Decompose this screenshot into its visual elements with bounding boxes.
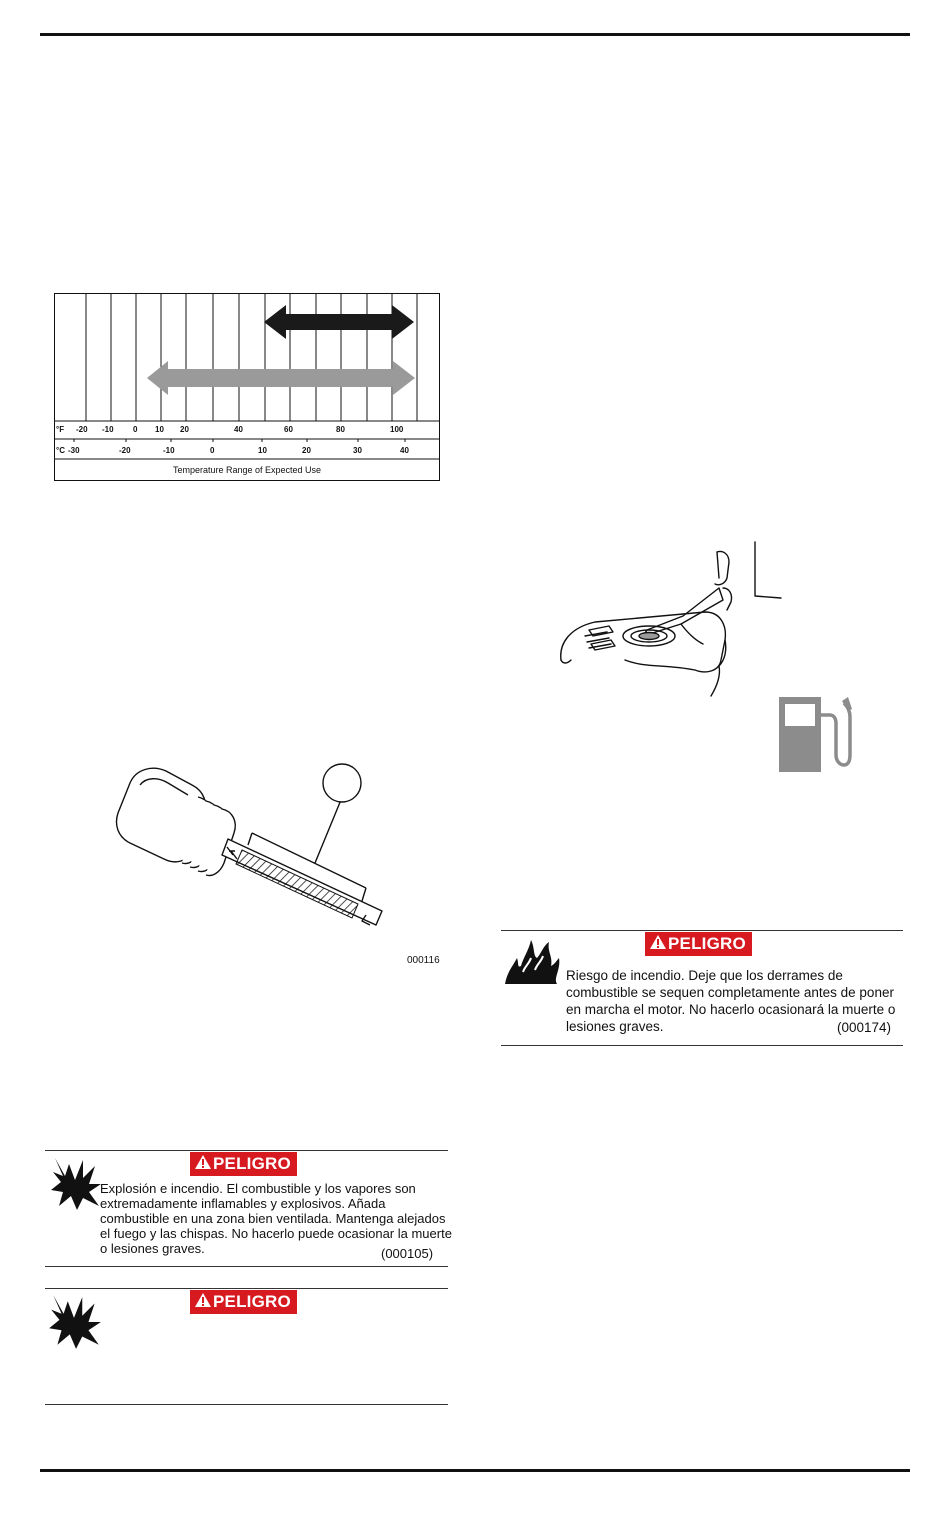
chart-caption: Temperature Range of Expected Use	[172, 465, 322, 475]
c-tick: 40	[400, 446, 409, 455]
danger-bottom-rule	[45, 1404, 448, 1405]
celsius-label: °C	[56, 446, 65, 455]
f-tick: 0	[133, 425, 138, 434]
c-tick: -10	[163, 446, 175, 455]
c-tick: 20	[302, 446, 311, 455]
danger-explosion-box	[45, 1288, 447, 1406]
callout-circle	[323, 764, 361, 802]
danger-fire-text: Riesgo de incendio. Deje que los derrames de combustible se sequen completamente antes de poner en marcha el motor. No hacerlo ocasionará la muerte o lesiones graves.	[566, 968, 896, 1034]
refuel-illustration	[555, 540, 795, 700]
warning-triangle-icon	[194, 1154, 212, 1170]
danger-fire-explosion-box	[45, 1150, 452, 1268]
f-tick: 40	[234, 425, 243, 434]
danger-top-rule	[501, 930, 903, 931]
fahrenheit-label: °F	[56, 425, 65, 434]
danger-bottom-rule	[501, 1045, 903, 1046]
f-tick: 20	[180, 425, 189, 434]
f-tick: 60	[284, 425, 293, 434]
danger-badge-label: PELIGRO	[213, 1154, 291, 1173]
danger-top-rule	[45, 1150, 448, 1151]
f-tick: 100	[390, 425, 404, 434]
c-tick: 0	[210, 446, 215, 455]
danger-fire-explosion-code: (000105)	[381, 1246, 434, 1261]
warning-triangle-icon	[194, 1292, 212, 1308]
danger-fire-box	[501, 930, 903, 1048]
fire-icon	[503, 936, 561, 986]
danger-badge-label: PELIGRO	[213, 1292, 291, 1311]
explosion-icon-graphic	[47, 1293, 103, 1351]
fuel-pump-graphic	[776, 695, 856, 775]
danger-fire-explosion-text: Explosión e incendio. El combustible y los vapores son extremadamente inflamables y explosivos. Añada combustible en una zona bien ventilada. Mantenga alejados el fuego y las chispas. No hacerlo puede ocasionar la muerte o lesiones graves.	[100, 1181, 452, 1256]
f-tick: -10	[102, 425, 114, 434]
f-tick: 10	[155, 425, 164, 434]
c-tick: -20	[119, 446, 131, 455]
dipstick-illustration	[100, 755, 400, 945]
f-tick: 80	[336, 425, 345, 434]
explosion-icon-graphic	[49, 1156, 103, 1212]
danger-badge-label: PELIGRO	[668, 934, 746, 953]
danger-fire-code: (000174)	[837, 1020, 892, 1035]
top-rule	[40, 33, 910, 36]
dipstick-drawing	[100, 755, 400, 945]
oil-temperature-chart-graphic	[54, 293, 440, 481]
dipstick-figure-code: 000116	[407, 955, 440, 966]
danger-badge	[190, 1152, 297, 1176]
f-tick: -20	[76, 425, 88, 434]
fuel-pump-icon	[776, 695, 856, 775]
explosion-icon	[49, 1156, 103, 1212]
fire-icon-graphic	[503, 936, 561, 986]
refuel-drawing	[555, 540, 795, 700]
c-tick: 30	[353, 446, 362, 455]
warning-triangle-icon	[649, 934, 667, 950]
explosion-icon	[47, 1293, 103, 1351]
c-tick: 10	[258, 446, 267, 455]
bottom-rule	[40, 1469, 910, 1472]
oil-temperature-chart	[54, 293, 440, 481]
danger-top-rule	[45, 1288, 448, 1289]
danger-bottom-rule	[45, 1266, 448, 1267]
c-tick: -30	[68, 446, 80, 455]
danger-badge	[645, 932, 752, 956]
danger-badge	[190, 1290, 297, 1314]
